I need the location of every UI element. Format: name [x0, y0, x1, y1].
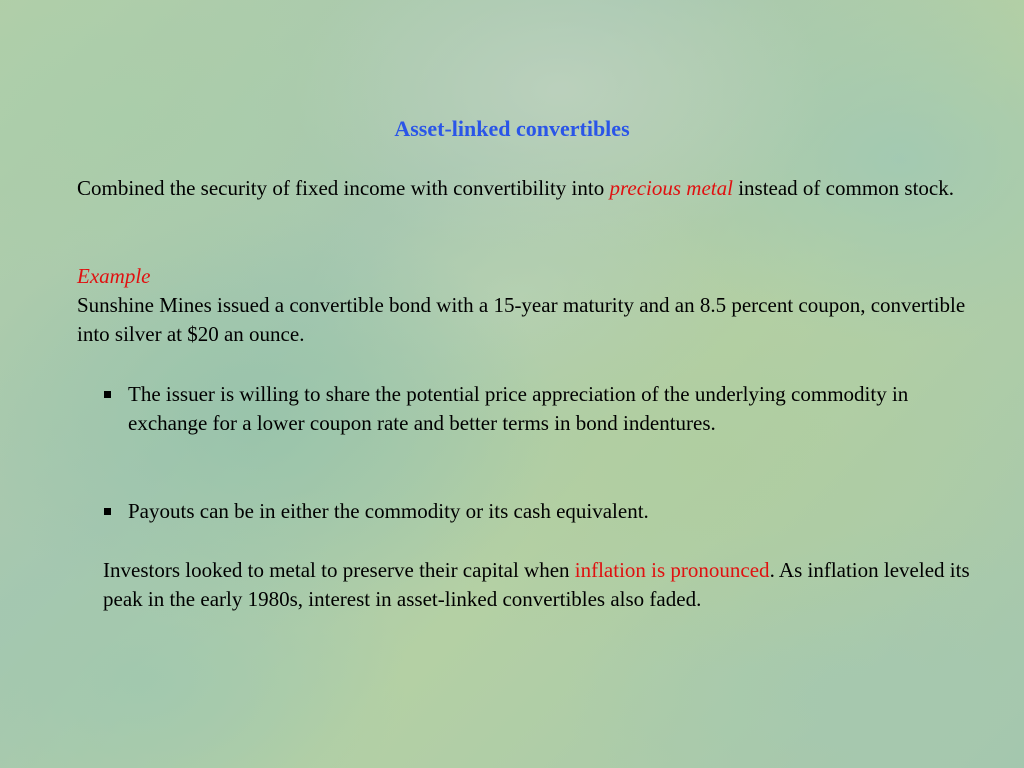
closing-highlight: inflation is pronounced [574, 558, 770, 582]
slide-title: Asset-linked convertibles [394, 116, 630, 141]
bullet-item [104, 380, 964, 438]
intro-text-after: instead of common stock. [732, 176, 954, 200]
bullet-text: Payouts can be in either the commodity or its cash equivalent. [128, 499, 649, 523]
square-bullet-icon [104, 508, 111, 515]
example-label: Example [77, 264, 151, 288]
bullet-text: The issuer is willing to share the potential price appreciation of the underlying commodity in exchange for a lower coupon rate and better terms in bond indentures. [128, 382, 909, 435]
closing-text-before: Investors looked to metal to preserve their capital when [103, 558, 575, 582]
bullet-item [104, 497, 964, 526]
bullet-list [104, 380, 964, 438]
bullet-list [104, 497, 964, 526]
intro-highlight: precious metal [609, 176, 733, 200]
example-paragraph: Sunshine Mines issued a convertible bond with a 15-year maturity and an 8.5 percent coupon, convertible into silver at $20 an ounce. [77, 293, 966, 346]
intro-paragraph [77, 174, 957, 203]
closing-paragraph [103, 556, 983, 614]
square-bullet-icon [104, 391, 111, 398]
intro-text-before: Combined the security of fixed income with convertibility into [77, 176, 610, 200]
closing-text-after: . As inflation leveled its peak in the early 1980s, interest in asset-linked convertibles also faded. [103, 558, 970, 611]
